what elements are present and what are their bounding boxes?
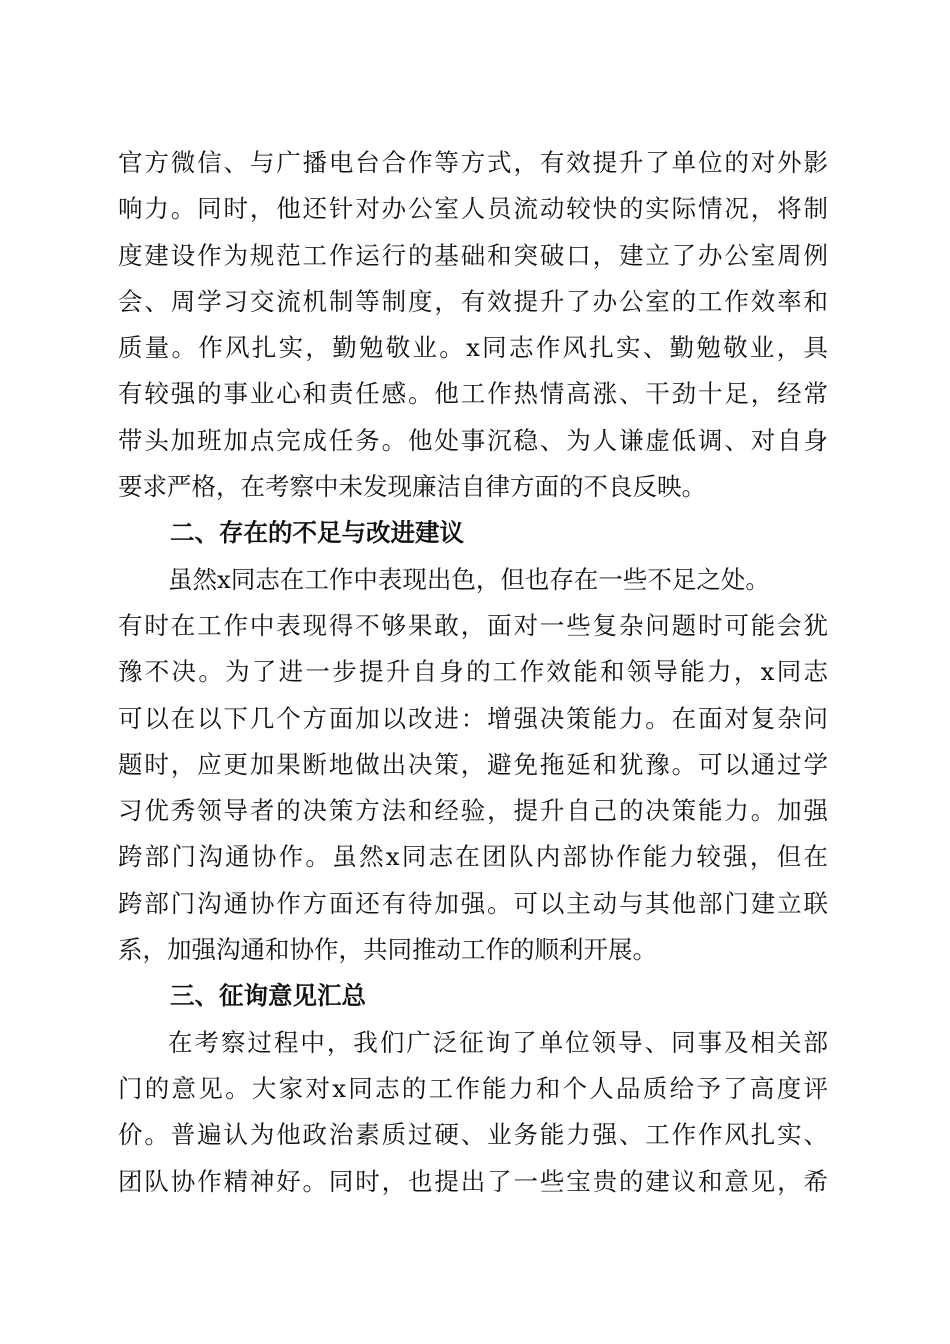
paragraph-line: 团队协作精神好。同时，也提出了一些宝贵的建议和意见，希 xyxy=(118,1166,828,1196)
section-heading-opinions: 三、征询意见汇总 xyxy=(170,981,366,1011)
paragraph-line: 价。普遍认为他政治素质过硬、业务能力强、工作作风扎实、 xyxy=(118,1120,828,1150)
paragraph-line: 带头加班加点完成任务。他处事沉稳、为人谦虚低调、对自身 xyxy=(118,425,828,455)
paragraph-line: 跨部门沟通协作方面还有待加强。可以主动与其他部门建立联 xyxy=(118,888,828,918)
paragraph-line: 虽然x同志在工作中表现出色，但也存在一些不足之处。 xyxy=(168,564,770,594)
paragraph-line: 习优秀领导者的决策方法和经验，提升自己的决策能力。加强 xyxy=(118,796,828,826)
paragraph-line: 有较强的事业心和责任感。他工作热情高涨、干劲十足，经常 xyxy=(118,379,828,409)
paragraph-line: 可以在以下几个方面加以改进：增强决策能力。在面对复杂问 xyxy=(118,703,828,733)
paragraph-line: 要求严格，在考察中未发现廉洁自律方面的不良反映。 xyxy=(118,472,706,502)
paragraph-line: 豫不决。为了进一步提升自身的工作效能和领导能力，x同志 xyxy=(118,657,828,687)
paragraph-line: 跨部门沟通协作。虽然x同志在团队内部协作能力较强，但在 xyxy=(118,842,828,872)
paragraph-line: 质量。作风扎实，勤勉敬业。x同志作风扎实、勤勉敬业，具 xyxy=(118,333,828,363)
section-heading-shortcomings: 二、存在的不足与改进建议 xyxy=(170,518,464,548)
paragraph-line: 题时，应更加果断地做出决策，避免拖延和犹豫。可以通过学 xyxy=(118,749,828,779)
paragraph-line: 门的意见。大家对x同志的工作能力和个人品质给予了高度评 xyxy=(118,1073,828,1103)
paragraph-line: 官方微信、与广播电台合作等方式，有效提升了单位的对外影 xyxy=(118,148,828,177)
paragraph-line: 在考察过程中，我们广泛征询了单位领导、同事及相关部 xyxy=(168,1027,828,1057)
paragraph-line: 度建设作为规范工作运行的基础和突破口，建立了办公室周例 xyxy=(118,240,828,270)
paragraph-line: 会、周学习交流机制等制度，有效提升了办公室的工作效率和 xyxy=(118,286,828,316)
paragraph-line: 有时在工作中表现得不够果敢，面对一些复杂问题时可能会犹 xyxy=(118,610,828,640)
paragraph-line: 响力。同时，他还针对办公室人员流动较快的实际情况，将制 xyxy=(118,194,828,224)
document-body xyxy=(118,140,828,1205)
paragraph-line: 系，加强沟通和协作，共同推动工作的顺利开展。 xyxy=(118,935,657,965)
